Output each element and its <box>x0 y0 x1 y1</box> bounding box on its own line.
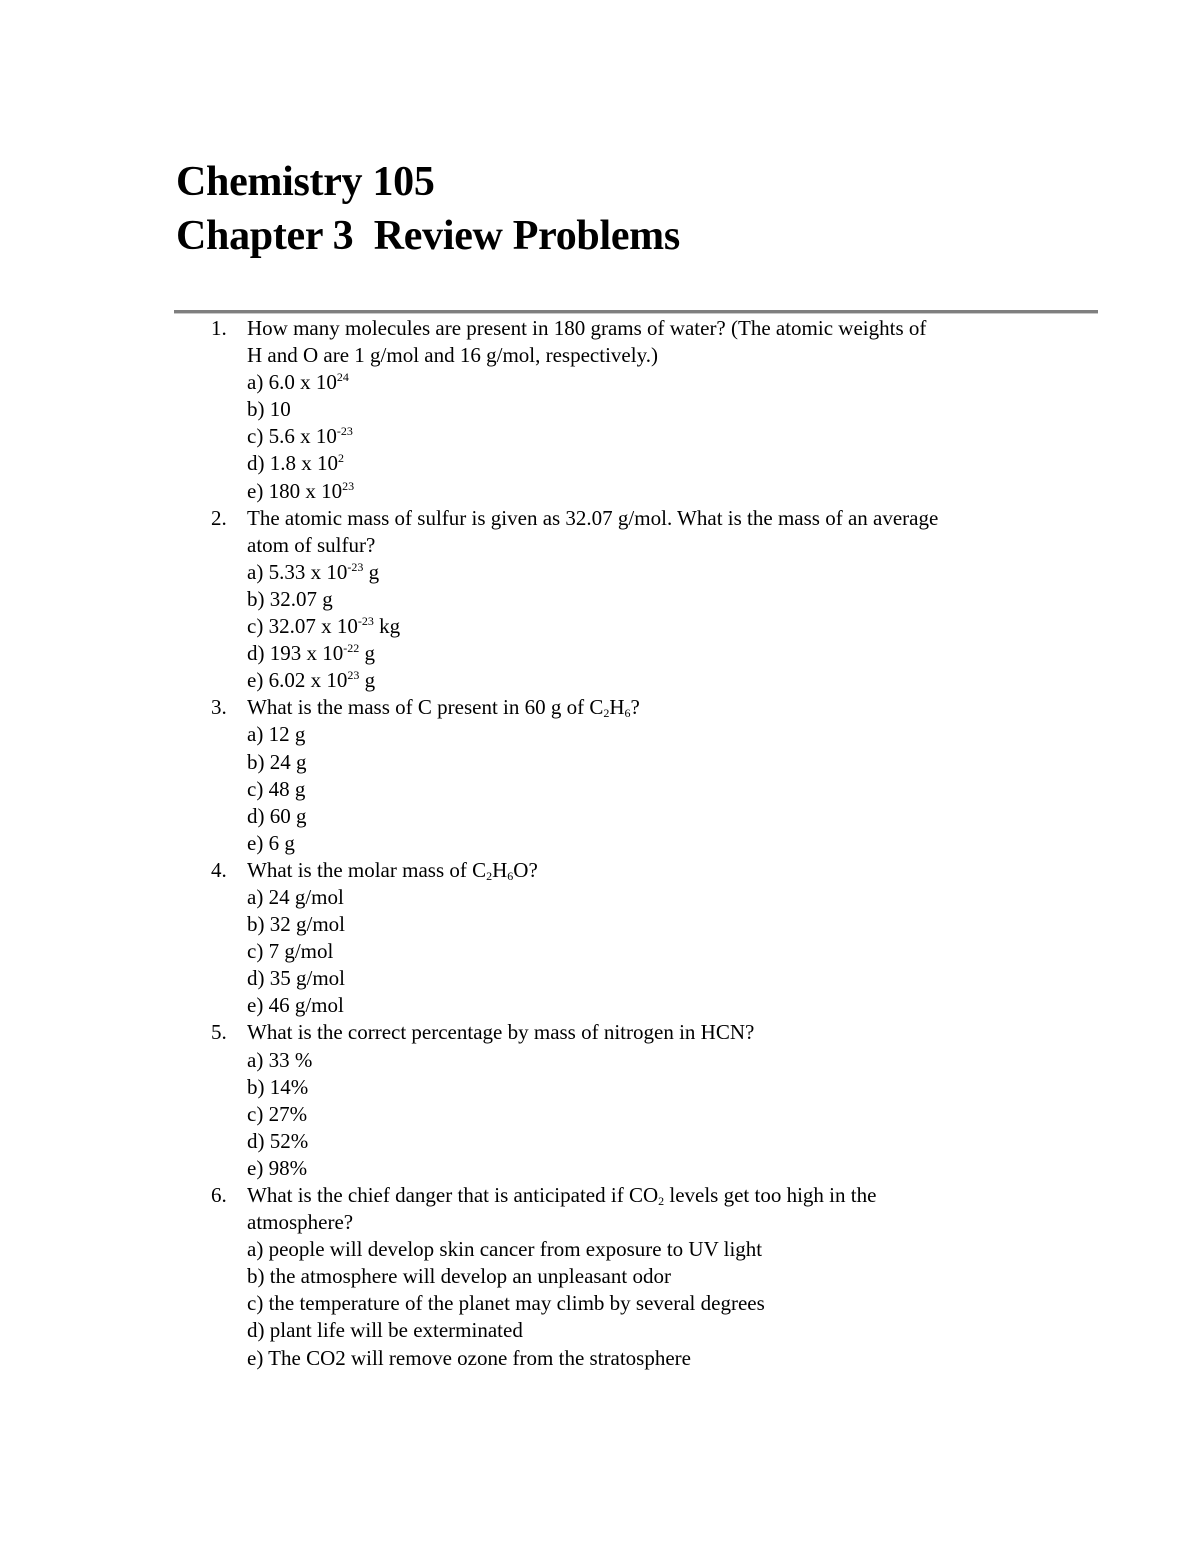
text-run: d) 35 g/mol <box>247 966 345 991</box>
subscript: 6 <box>624 706 631 721</box>
question-stem-line <box>247 505 1200 532</box>
text-run: H <box>492 857 508 882</box>
question-2 <box>0 505 1200 695</box>
text-run: What is the molar mass of C <box>247 857 487 882</box>
question-stem-line <box>247 694 1200 721</box>
text-run: a) 12 g <box>247 722 306 747</box>
superscript: -23 <box>347 559 364 574</box>
text-run: d) 193 x 10 <box>247 641 344 666</box>
answer-option <box>247 1047 1200 1074</box>
text-run: g <box>359 641 375 666</box>
answer-option <box>247 1263 1200 1290</box>
question-4 <box>0 857 1200 1020</box>
text-run: kg <box>373 614 401 639</box>
text-run: b) 10 <box>247 397 291 422</box>
text-run: How many molecules are present in 180 grams of water? (The atomic weights of <box>247 316 927 340</box>
question-1 <box>0 315 1200 505</box>
question-stem-line <box>247 315 1200 342</box>
text-run: H and O are 1 g/mol and 16 g/mol, respectively.) <box>247 343 658 368</box>
answer-option <box>247 938 1200 965</box>
question-3 <box>0 694 1200 857</box>
text-run: a) 5.33 x 10 <box>247 559 348 584</box>
answer-option <box>247 965 1200 992</box>
subscript: 2 <box>486 868 493 883</box>
subscript: 2 <box>658 1194 665 1208</box>
text-run: a) people will develop skin cancer from exposure to UV light <box>247 1237 763 1262</box>
subscript: 2 <box>603 706 610 721</box>
superscript: -23 <box>357 614 374 629</box>
question-number: 5. <box>211 1020 227 1045</box>
text-run: g <box>363 559 380 584</box>
superscript: 2 <box>338 451 344 466</box>
answer-option <box>247 640 1200 667</box>
text-run: c) 48 g <box>247 776 306 801</box>
answer-option <box>247 1236 1200 1263</box>
superscript: 23 <box>342 478 355 493</box>
text-run: a) 6.0 x 10 <box>247 370 337 395</box>
question-stem-line <box>247 1019 1200 1046</box>
superscript: 23 <box>347 668 360 683</box>
question-stem-line <box>247 1209 1200 1236</box>
text-run: a) 33 % <box>247 1047 313 1072</box>
answer-option <box>247 803 1200 830</box>
answer-option <box>247 478 1200 505</box>
text-run: e) 46 g/mol <box>247 993 344 1018</box>
superscript: -23 <box>336 424 353 439</box>
answer-option <box>247 1317 1200 1344</box>
answer-option <box>247 1101 1200 1128</box>
text-run: e) 6.02 x 10 <box>247 668 348 693</box>
course-title: Chemistry 105 <box>176 159 435 205</box>
text-run: e) The CO2 will remove ozone from the stratosphere <box>247 1345 691 1370</box>
answer-option <box>247 450 1200 477</box>
answer-option <box>247 721 1200 748</box>
question-number: 1. <box>211 316 227 340</box>
question-stem-line <box>247 1182 1200 1209</box>
text-run: c) 27% <box>247 1101 308 1126</box>
subscript: 6 <box>507 868 514 883</box>
text-run: The atomic mass of sulfur is given as 32.07 g/mol. What is the mass of an average <box>247 505 939 530</box>
answer-option <box>247 559 1200 586</box>
answer-option <box>247 423 1200 450</box>
text-run: a) 24 g/mol <box>247 884 344 909</box>
answer-option <box>247 613 1200 640</box>
text-run: atom of sulfur? <box>247 532 376 557</box>
text-run: What is the correct percentage by mass of nitrogen in HCN? <box>247 1020 755 1045</box>
superscript: -22 <box>343 641 360 656</box>
header-divider <box>174 310 1098 314</box>
question-number: 4. <box>211 857 227 882</box>
answer-option <box>247 1128 1200 1155</box>
text-run: levels get too high in the <box>664 1183 877 1207</box>
text-run: c) 32.07 x 10 <box>247 614 358 639</box>
text-run: e) 180 x 10 <box>247 478 343 503</box>
answer-option <box>247 884 1200 911</box>
answer-option <box>247 1074 1200 1101</box>
text-run: c) 7 g/mol <box>247 939 334 964</box>
answer-option <box>247 1155 1200 1182</box>
text-run: d) 1.8 x 10 <box>247 451 338 476</box>
answer-option <box>247 992 1200 1019</box>
chapter-title: Chapter 3 Review Problems <box>176 213 680 259</box>
text-run: g <box>359 668 376 693</box>
answer-option <box>247 1290 1200 1317</box>
text-run: atmosphere? <box>247 1210 354 1235</box>
text-run: What is the chief danger that is anticipated if CO <box>247 1183 659 1207</box>
text-run: b) 32.07 g <box>247 586 333 611</box>
text-run: e) 6 g <box>247 830 295 855</box>
text-run: b) 24 g <box>247 749 307 774</box>
text-run: c) 5.6 x 10 <box>247 424 337 449</box>
text-run: d) 52% <box>247 1128 309 1153</box>
answer-option <box>247 396 1200 423</box>
title-block <box>176 155 680 263</box>
answer-option <box>247 369 1200 396</box>
text-run: What is the mass of C present in 60 g of C <box>247 695 604 720</box>
text-run: b) 32 g/mol <box>247 912 345 937</box>
answer-option <box>247 749 1200 776</box>
text-run: d) 60 g <box>247 803 307 828</box>
question-number: 3. <box>211 695 227 720</box>
answer-option <box>247 586 1200 613</box>
text-run: e) 98% <box>247 1155 308 1180</box>
text-run: O? <box>513 857 538 882</box>
question-5 <box>0 1019 1200 1182</box>
superscript: 24 <box>336 370 349 385</box>
question-number: 6. <box>211 1183 227 1207</box>
text-run: b) 14% <box>247 1074 309 1099</box>
text-run: b) the atmosphere will develop an unpleasant odor <box>247 1264 671 1289</box>
text-run: d) plant life will be exterminated <box>247 1318 523 1343</box>
answer-option <box>247 1345 1200 1372</box>
question-6 <box>0 1182 1200 1372</box>
answer-option <box>247 667 1200 694</box>
question-stem-line <box>247 532 1200 559</box>
question-stem-line <box>247 342 1200 369</box>
answer-option <box>247 776 1200 803</box>
answer-option <box>247 911 1200 938</box>
text-run: H <box>609 695 625 720</box>
text-run: c) the temperature of the planet may climb by several degrees <box>247 1291 765 1316</box>
question-list <box>0 315 1200 1372</box>
question-number: 2. <box>211 505 227 530</box>
answer-option <box>247 830 1200 857</box>
question-stem-line <box>247 857 1200 884</box>
text-run: ? <box>630 695 640 720</box>
